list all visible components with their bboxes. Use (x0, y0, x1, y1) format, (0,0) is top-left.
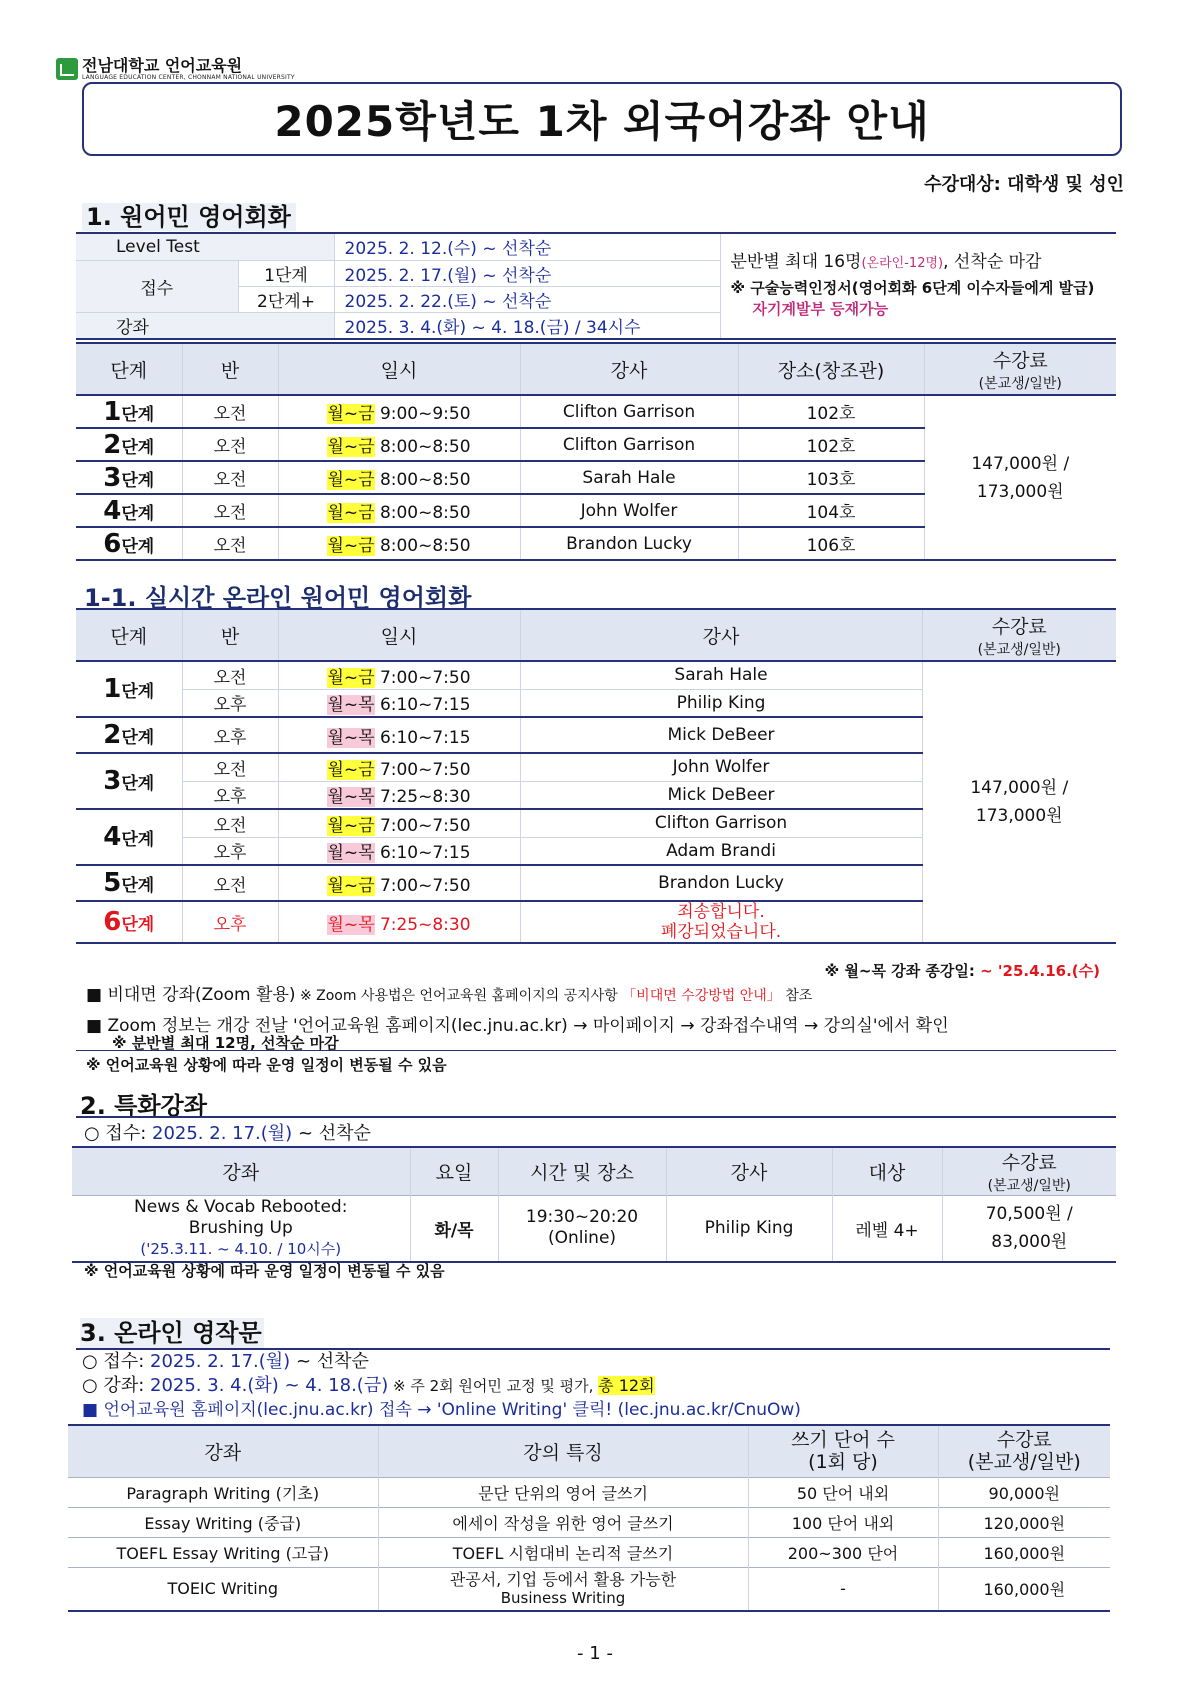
teacher: Sarah Hale (520, 661, 922, 689)
class-time: 오전 (182, 395, 278, 428)
s2-change-note: ※ 언어교육원 상황에 따라 운영 일정이 변동될 수 있음 (84, 1262, 445, 1280)
level-number: 3 (103, 462, 122, 493)
level-number: 5 (103, 868, 122, 898)
section3-heading: 3. 온라인 영작문 (80, 1318, 264, 1348)
level-suffix: 단계 (121, 876, 155, 896)
teacher: Clifton Garrison (520, 809, 922, 837)
col-day: 요일 (410, 1147, 498, 1196)
schedule: 월~목 6:10~7:15 (278, 717, 520, 753)
fee-member: 70,500원 / (985, 1204, 1073, 1225)
table-row (72, 1196, 1116, 1262)
side-note-capacity: 분반별 최대 16명 (730, 252, 862, 272)
writing-course: Paragraph Writing (기초) (68, 1477, 378, 1507)
days-badge: 월~목 (327, 787, 375, 808)
schedule: 월~금 8:00~8:50 (278, 461, 520, 494)
teacher: Adam Brandi (520, 837, 922, 865)
fee-general: 83,000원 (991, 1232, 1068, 1253)
reg-stage1-date: 2025. 2. 17.(월) ~ 선착순 (334, 260, 720, 286)
schedule: 월~목 7:25~8:30 (278, 781, 520, 809)
writing-words: 100 단어 내외 (748, 1507, 938, 1537)
zoom-info-bullet: ■ Zoom 정보는 개강 전날 '언어교육원 홈페이지(lec.jnu.ac.kr) → 마이페이지 → 강좌접수내역 → 강의실'에서 확인 (86, 1016, 949, 1036)
s1-info-table (76, 234, 1116, 338)
university-logo-icon (56, 58, 78, 80)
online-capacity-note: ※ 분반별 최대 12명, 선착순 마감 (112, 1034, 339, 1052)
level-number: 2 (103, 720, 122, 750)
schedule: 월~금 9:00~9:50 (278, 395, 520, 428)
level-test-label: Level Test (76, 234, 334, 260)
class-time: 오후 (182, 837, 278, 865)
section1-heading: 1. 원어민 영어회화 (82, 203, 296, 231)
teacher: Sarah Hale (520, 461, 738, 494)
s2-reg-label: ○ 접수: (84, 1123, 152, 1144)
table-row (76, 661, 1116, 689)
teacher: John Wolfer (520, 494, 738, 527)
course-period-label: 강좌 (76, 312, 334, 338)
writing-feature: 에세이 작성을 위한 영어 글쓰기 (378, 1507, 748, 1537)
schedule: 월~목 7:25~8:30 (278, 901, 520, 943)
table-row (76, 395, 1116, 428)
level-suffix: 단계 (121, 404, 155, 425)
writing-feature-line2: Business Writing (500, 1588, 626, 1607)
logo (56, 56, 295, 82)
writing-fee: 120,000원 (983, 1513, 1066, 1533)
reg-stage2-date: 2025. 2. 22.(토) ~ 선착순 (334, 286, 720, 312)
side-note-register: 자기계발부 등재가능 (752, 300, 889, 318)
course-day: 화/목 (410, 1196, 498, 1262)
registration-label: 접수 (76, 260, 238, 312)
s3-course-label: ○ 강좌: (82, 1375, 150, 1396)
col-fee: 수강료 (996, 1429, 1052, 1452)
col-teacher: 강사 (520, 343, 738, 395)
class-time: 오전 (182, 661, 278, 689)
reg-stage2-label: 2단계+ (238, 286, 334, 312)
level-test-date: 2025. 2. 12.(수) ~ 선착순 (334, 234, 720, 260)
course-period-date: 2025. 3. 4.(화) ~ 4. 18.(금) / 34시수 (344, 317, 641, 338)
days-badge: 월~금 (327, 759, 375, 780)
end-date-value: ~ '25.4.16.(수) (980, 962, 1100, 980)
class-time: 오전 (182, 494, 278, 527)
days-badge: 월~금 (327, 437, 375, 457)
col-words: 쓰기 단어 수 (791, 1429, 895, 1452)
level-number: 1 (103, 674, 122, 704)
side-note-closing: , 선착순 마감 (943, 252, 1042, 272)
fee-cell: 147,000원 / 173,000원 (924, 395, 1116, 560)
col-fee: 수강료 (본교생/일반) (978, 349, 1062, 392)
class-time: 오후 (182, 717, 278, 753)
side-note-certificate: ※ 구술능력인정서(영어회화 6단계 이수자들에게 발급) (730, 279, 1095, 297)
writing-feature-line1: 관공서, 기업 등에서 활용 가능한 (449, 1569, 677, 1589)
s3-reg-order: ~ 선착순 (290, 1351, 369, 1372)
target-audience: 수강대상: 대학생 및 성인 (924, 174, 1124, 195)
s3-reg-date: 2025. 2. 17.(월) (150, 1351, 291, 1372)
level-suffix: 단계 (121, 774, 155, 794)
col-fee: 수강료 (본교생/일반) (977, 615, 1061, 658)
course-title-line1: News & Vocab Rebooted: (134, 1196, 348, 1217)
table-row (68, 1477, 1110, 1507)
writing-fee: 90,000원 (988, 1483, 1060, 1503)
level-number: 4 (103, 822, 122, 852)
level-number: 6 (103, 907, 122, 937)
s2-reg-order: ~ 선착순 (292, 1123, 371, 1144)
schedule: 월~금 7:00~7:50 (278, 661, 520, 689)
table-row (68, 1567, 1110, 1611)
days-badge: 월~금 (327, 470, 375, 490)
course-period: ('25.3.11. ~ 4.10. / 10시수) (140, 1239, 342, 1258)
level-suffix: 단계 (121, 536, 155, 557)
room: 102호 (738, 395, 924, 428)
logo-subtitle: LANGUAGE EDUCATION CENTER, CHONNAM NATIONAL UNIVERSITY (82, 73, 295, 81)
page-number: - 1 - (577, 1643, 613, 1664)
teacher: Mick DeBeer (520, 781, 922, 809)
zoom-usage-note: ※ Zoom 사용법은 언어교육원 홈페이지의 공지사항 (295, 988, 623, 1004)
days-badge: 월~금 (327, 536, 375, 556)
class-time: 오전 (182, 865, 278, 901)
col-schedule: 일시 (278, 343, 520, 395)
writing-words: 50 단어 내외 (748, 1477, 938, 1507)
course-time: 19:30~20:20 (525, 1207, 639, 1228)
online-writing-link[interactable]: 언어교육원 홈페이지(lec.jnu.ac.kr) 접속 → 'Online Writing' 클릭! (lec.jnu.ac.kr/CnuOw) (103, 1400, 801, 1420)
col-words-sub: (1회 당) (808, 1451, 878, 1474)
col-course: 강좌 (68, 1425, 378, 1477)
end-date-note: ※ 월~목 강좌 종강일: (824, 962, 981, 980)
col-class: 반 (182, 609, 278, 661)
level-number: 3 (103, 766, 122, 796)
logo-name: 전남대학교 언어교육원 (82, 55, 243, 75)
cancelled-notice: 죄송합니다. 폐강되었습니다. (520, 901, 922, 943)
days-badge: 월~금 (327, 404, 375, 424)
s11-schedule-table (76, 608, 1116, 944)
s2-table (72, 1146, 1116, 1263)
days-badge: 월~금 (327, 667, 375, 688)
col-teacher: 강사 (666, 1147, 832, 1196)
schedule: 월~목 6:10~7:15 (278, 837, 520, 865)
writing-fee: 160,000원 (983, 1580, 1066, 1600)
s3-course-total: 총 12회 (598, 1376, 655, 1395)
level-number: 4 (103, 495, 122, 526)
level-suffix: 단계 (121, 915, 155, 935)
s3-course-date: 2025. 3. 4.(화) ~ 4. 18.(금) (150, 1375, 389, 1396)
schedule: 월~금 7:00~7:50 (278, 753, 520, 781)
level-suffix: 단계 (121, 728, 155, 748)
writing-feature: 문단 단위의 영어 글쓰기 (378, 1477, 748, 1507)
level-suffix: 단계 (121, 503, 155, 524)
class-time: 오후 (182, 781, 278, 809)
days-badge: 월~목 (327, 843, 375, 864)
col-time-place: 시간 및 장소 (498, 1147, 666, 1196)
schedule: 월~금 7:00~7:50 (278, 809, 520, 837)
room: 103호 (738, 461, 924, 494)
schedule: 월~금 8:00~8:50 (278, 494, 520, 527)
days-badge: 월~금 (327, 503, 375, 523)
col-teacher: 강사 (520, 609, 922, 661)
section11-heading: 1-1. 실시간 온라인 원어민 영어회화 (84, 584, 472, 612)
room: 102호 (738, 428, 924, 461)
col-fee: 수강료 (본교생/일반) (987, 1152, 1071, 1194)
teacher: Clifton Garrison (520, 428, 738, 461)
days-badge: 월~금 (327, 875, 375, 896)
section2-heading: 2. 특화강좌 (80, 1092, 207, 1120)
class-time: 오전 (182, 527, 278, 560)
col-course: 강좌 (72, 1147, 410, 1196)
table-row (68, 1537, 1110, 1567)
days-badge: 월~목 (327, 695, 375, 716)
table-row (68, 1507, 1110, 1537)
class-time: 오전 (182, 753, 278, 781)
s2-reg-date: 2025. 2. 17.(월) (152, 1123, 293, 1144)
level-suffix: 단계 (121, 682, 155, 702)
s3-reg-label: ○ 접수: (82, 1351, 150, 1372)
level-number: 6 (103, 528, 122, 559)
writing-course: TOEIC Writing (68, 1567, 378, 1611)
room: 106호 (738, 527, 924, 560)
schedule: 월~금 7:00~7:50 (278, 865, 520, 901)
class-time: 오전 (182, 428, 278, 461)
writing-course: Essay Writing (중급) (68, 1507, 378, 1537)
schedule-change-note: ※ 언어교육원 상황에 따라 운영 일정이 변동될 수 있음 (86, 1056, 447, 1074)
course-target: 레벨 4+ (832, 1196, 942, 1262)
schedule: 월~금 8:00~8:50 (278, 527, 520, 560)
teacher: John Wolfer (520, 753, 922, 781)
teacher: Brandon Lucky (520, 527, 738, 560)
s3-table (68, 1424, 1110, 1612)
col-level: 단계 (76, 343, 182, 395)
fee-cell: 147,000원 / 173,000원 (922, 661, 1116, 943)
zoom-bullet: ■ 비대면 강좌(Zoom 활용) (86, 985, 296, 1005)
page-title: 2025학년도 1차 외국어강좌 안내 (82, 82, 1122, 156)
course-title-line2: Brushing Up (188, 1217, 293, 1238)
days-badge: 월~목 (327, 914, 375, 935)
s3-course-note: ※ 주 2회 원어민 교정 및 평가, (388, 1377, 599, 1395)
teacher: Brandon Lucky (520, 865, 922, 901)
teacher: Clifton Garrison (520, 395, 738, 428)
writing-feature: TOEFL 시험대비 논리적 글쓰기 (378, 1537, 748, 1567)
level-suffix: 단계 (121, 830, 155, 850)
col-fee-sub: (본교생/일반) (967, 1451, 1081, 1474)
room: 104호 (738, 494, 924, 527)
teacher: Mick DeBeer (520, 717, 922, 753)
level-number: 2 (103, 429, 122, 460)
col-schedule: 일시 (278, 609, 520, 661)
writing-words: - (748, 1567, 938, 1611)
course-place: (Online) (547, 1228, 617, 1249)
col-feature: 강의 특징 (378, 1425, 748, 1477)
s3-link-bullet: ■ (82, 1400, 104, 1420)
level-suffix: 단계 (121, 437, 155, 458)
class-time: 오후 (182, 689, 278, 717)
s1-schedule-table (76, 342, 1116, 561)
zoom-guide-link[interactable]: 「비대면 수강방법 안내」 (622, 988, 781, 1004)
level-suffix: 단계 (121, 470, 155, 491)
schedule: 월~금 8:00~8:50 (278, 428, 520, 461)
schedule: 월~목 6:10~7:15 (278, 689, 520, 717)
class-time: 오후 (182, 901, 278, 943)
days-badge: 월~목 (327, 727, 375, 748)
teacher: Philip King (520, 689, 922, 717)
col-room: 장소(창조관) (738, 343, 924, 395)
col-level: 단계 (76, 609, 182, 661)
col-target: 대상 (832, 1147, 942, 1196)
course-teacher: Philip King (666, 1196, 832, 1262)
days-badge: 월~금 (327, 815, 375, 836)
reg-stage1-label: 1단계 (238, 260, 334, 286)
writing-fee: 160,000원 (983, 1543, 1066, 1563)
writing-words: 200~300 단어 (748, 1537, 938, 1567)
side-note-online: (온라인-12명) (861, 256, 944, 271)
class-time: 오전 (182, 809, 278, 837)
writing-course: TOEFL Essay Writing (고급) (68, 1537, 378, 1567)
class-time: 오전 (182, 461, 278, 494)
col-class: 반 (182, 343, 278, 395)
zoom-note-end: 참조 (780, 988, 813, 1004)
level-number: 1 (103, 396, 122, 427)
